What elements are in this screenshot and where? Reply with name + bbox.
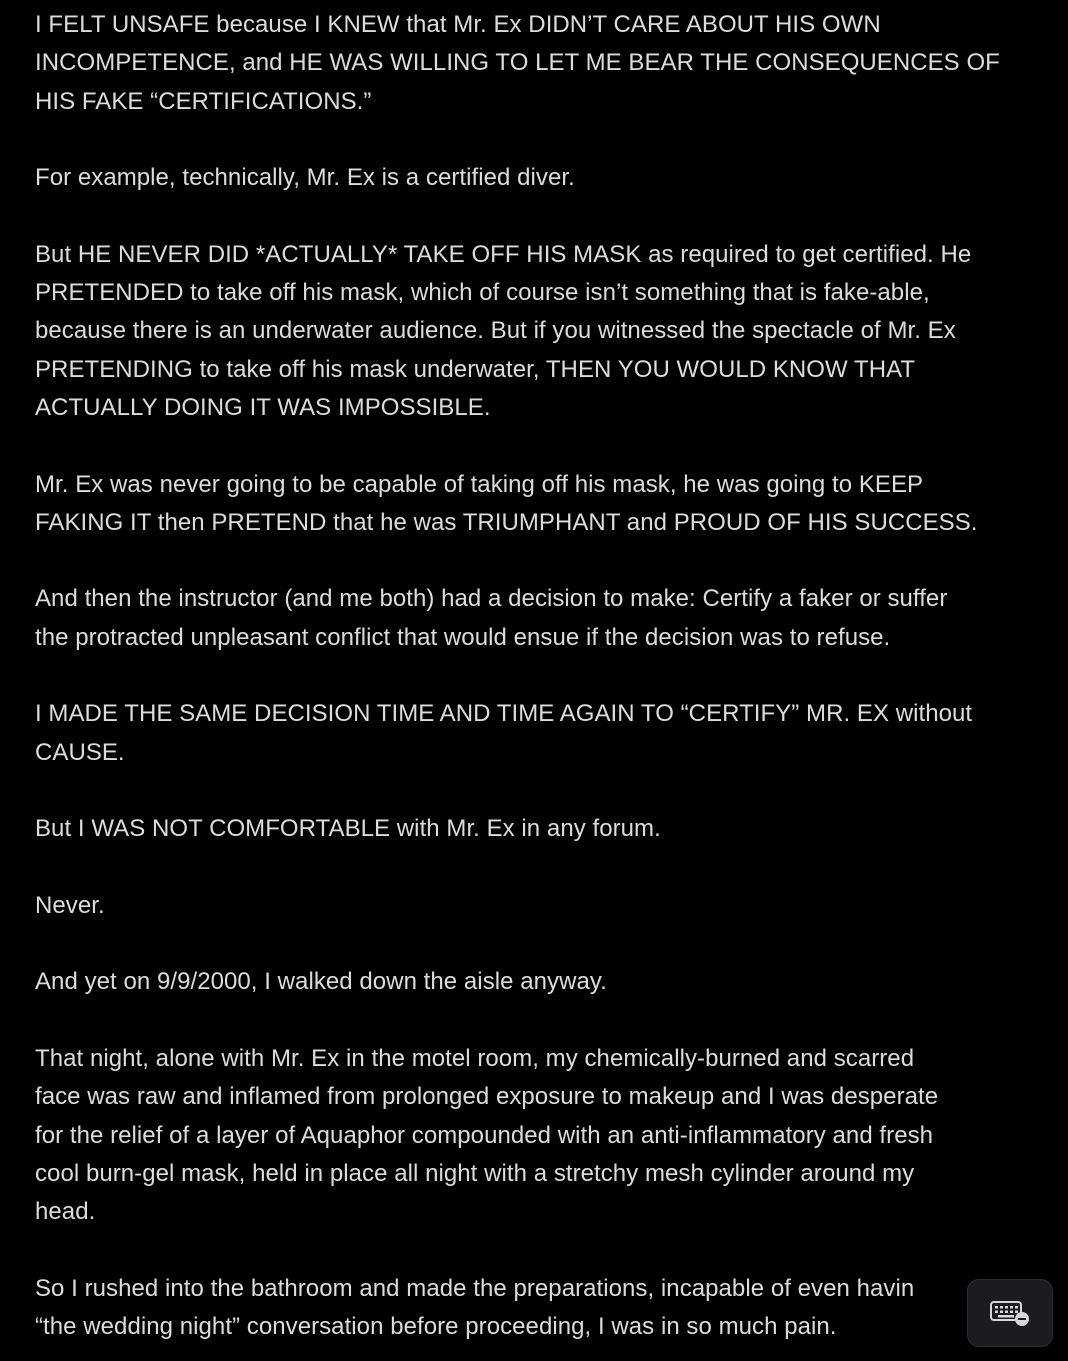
- paragraph: Mr. Ex was never going to be capable of taking off his mask, he was going to KEEP FAKING IT then PRETEND that he was TRIUMPHANT and PROUD OF HIS SUCCESS.: [35, 470, 978, 536]
- keyboard-dismiss-icon: [990, 1299, 1030, 1327]
- paragraph: But HE NEVER DID *ACTUALLY* TAKE OFF HIS MASK as required to get certified. He PRETENDED to take off his mask, which of course isn’t something that is fake-able, because there is an underwater audience. But if you witnessed the spectacle of Mr. Ex PRETENDING to take off his mask underwater, THEN YOU WOULD KNOW THAT ACTUALLY DOING IT WAS IMPOSSIBLE.: [35, 240, 972, 421]
- paragraph: I MADE THE SAME DECISION TIME AND TIME AGAIN TO “CERTIFY” MR. EX without CAUSE.: [35, 700, 973, 766]
- keyboard-dismiss-button[interactable]: [967, 1279, 1053, 1347]
- paragraph: Never.: [35, 891, 105, 919]
- paragraph: For example, technically, Mr. Ex is a certified diver.: [35, 164, 575, 192]
- paragraph: I FELT UNSAFE because I KNEW that Mr. Ex DIDN’T CARE ABOUT HIS OWN INCOMPETENCE, and HE WAS WILLING TO LET ME BEAR THE CONSEQUENCES OF HIS FAKE “CERTIFICATIONS.”: [35, 11, 1000, 115]
- paragraph: And then the instructor (and me both) had a decision to make: Certify a faker or suffer the protracted unpleasant conflict that would ensue if the decision was to refuse.: [35, 585, 948, 651]
- paragraph: So I rushed into the bathroom and made the preparations, incapable of even havin “the wedding night” conversation before proceeding, I was in so much pain.: [35, 1274, 915, 1341]
- paragraph: And yet on 9/9/2000, I walked down the aisle anyway.: [35, 968, 607, 996]
- document-body: [35, 6, 1025, 1346]
- paragraph: That night, alone with Mr. Ex in the motel room, my chemically-burned and scarred face was raw and inflamed from prolonged exposure to makeup and I was desperate for the relief of a layer of Aquaphor compounded with an anti-inflammatory and fresh cool burn-gel mask, held in place all night with a stretchy mesh cylinder around my head.: [35, 1045, 939, 1226]
- paragraph: But I WAS NOT COMFORTABLE with Mr. Ex in any forum.: [35, 815, 661, 843]
